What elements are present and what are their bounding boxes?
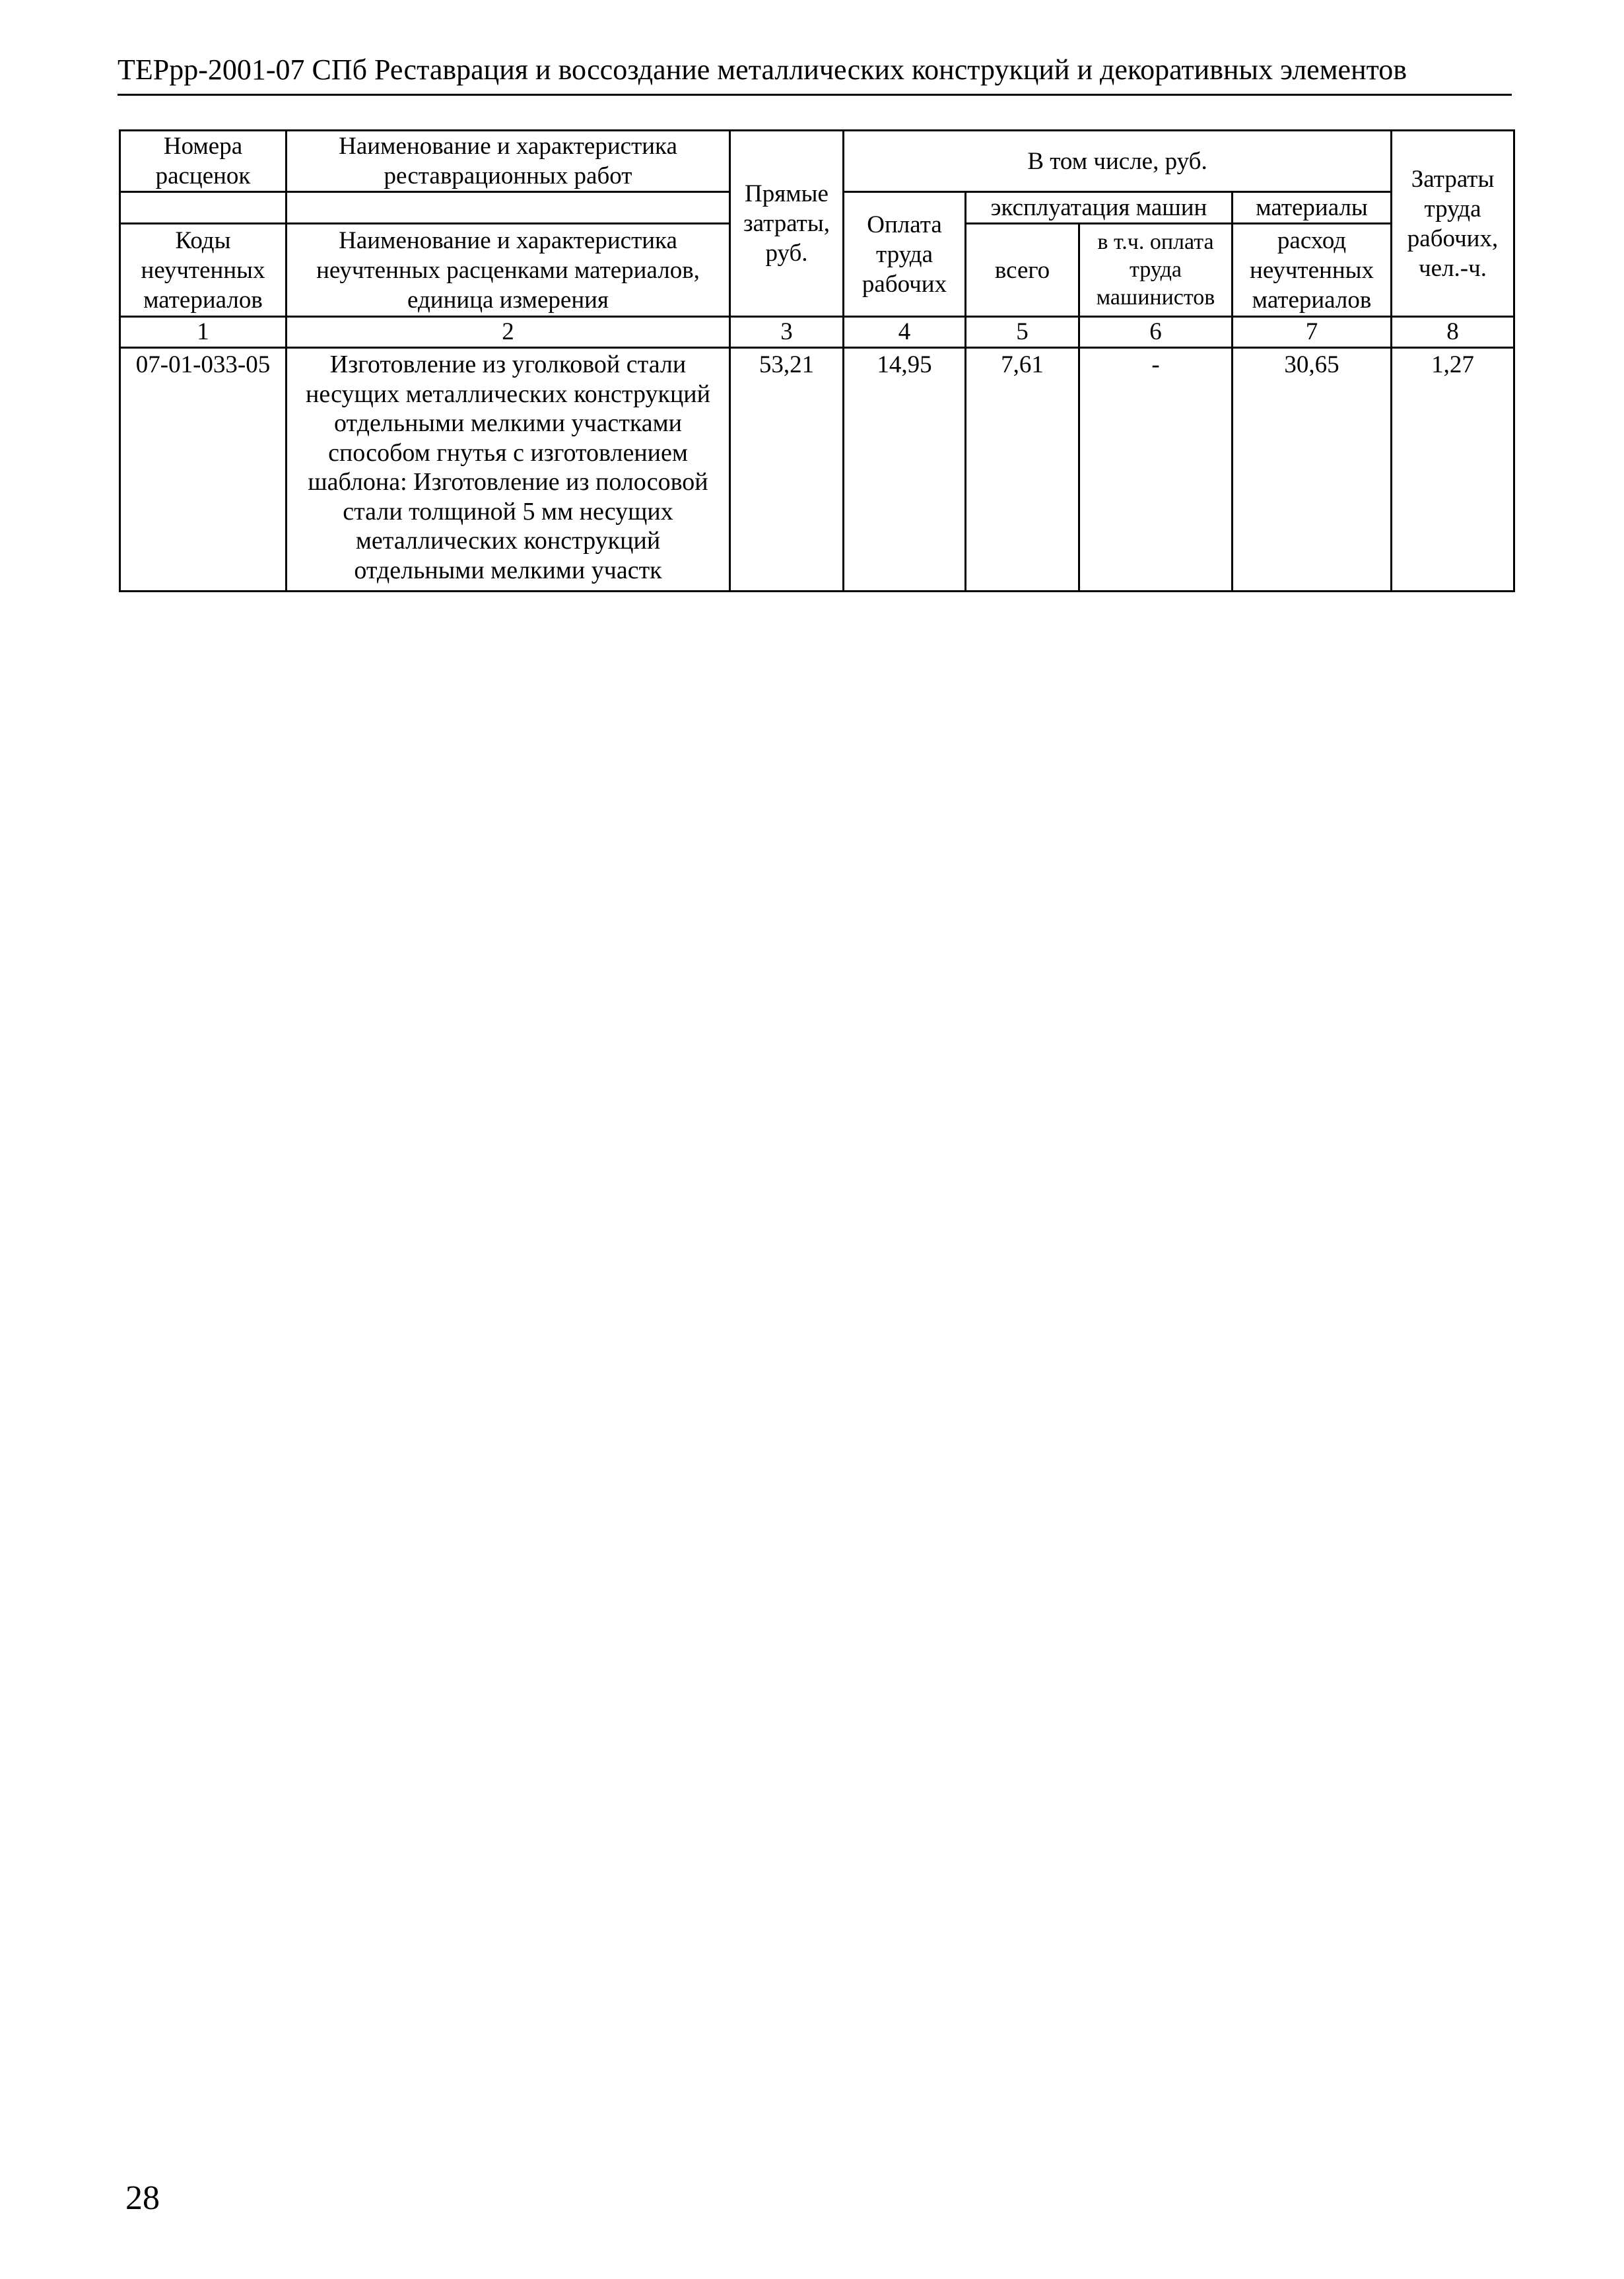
table-row xyxy=(120,348,1514,592)
header-machines: эксплуатация машин xyxy=(966,192,1233,224)
header-materials: материалы xyxy=(1233,192,1392,224)
column-number: 5 xyxy=(966,317,1079,348)
header-work-name-cont xyxy=(287,192,730,224)
rates-table xyxy=(119,129,1515,592)
header-divider xyxy=(118,94,1512,96)
header-labor-costs: Затраты труда рабочих, чел.-ч. xyxy=(1392,131,1514,317)
wages-value: 14,95 xyxy=(844,348,966,592)
labor-value: 1,27 xyxy=(1392,348,1514,592)
header-materials-name: Наименование и характеристика неучтенных расценками материалов, единица измерения xyxy=(287,224,730,317)
machines-total-value: 7,61 xyxy=(966,348,1079,592)
header-direct-costs: Прямые затраты, руб. xyxy=(730,131,844,317)
column-number: 3 xyxy=(730,317,844,348)
page-header-title: ТЕРрр-2001-07 СПб Реставрация и воссоздание металлических конструкций и декоративных элементов xyxy=(118,53,1407,86)
header-machines-total: всего xyxy=(966,224,1079,317)
header-codes: Коды неучтенных материалов xyxy=(120,224,287,317)
machinists-wages-value: - xyxy=(1079,348,1233,592)
column-number: 1 xyxy=(120,317,287,348)
materials-value: 30,65 xyxy=(1233,348,1392,592)
header-rate-number-cont xyxy=(120,192,287,224)
header-machinists-wages: в т.ч. оплата труда машинистов xyxy=(1079,224,1233,317)
header-including: В том числе, руб. xyxy=(844,131,1392,192)
column-number: 8 xyxy=(1392,317,1514,348)
header-materials-usage: расход неучтенных материалов xyxy=(1233,224,1392,317)
column-number: 4 xyxy=(844,317,966,348)
column-number: 7 xyxy=(1233,317,1392,348)
header-wages: Оплата труда рабочих xyxy=(844,192,966,317)
header-rate-number: Номера расценок xyxy=(120,131,287,192)
direct-costs-value: 53,21 xyxy=(730,348,844,592)
column-number: 2 xyxy=(287,317,730,348)
header-work-name: Наименование и характеристика реставрационных работ xyxy=(287,131,730,192)
rate-code: 07-01-033-05 xyxy=(120,348,287,592)
page-number: 28 xyxy=(125,2179,160,2217)
column-number: 6 xyxy=(1079,317,1233,348)
rate-description: Изготовление из уголковой стали несущих металлических конструкций отдельными мелкими участками способом гнутья с изготовлением шаблона: Изготовление из полосовой стали толщиной 5 мм несущих металлических конструкций отдельными мелкими участк xyxy=(287,348,730,592)
